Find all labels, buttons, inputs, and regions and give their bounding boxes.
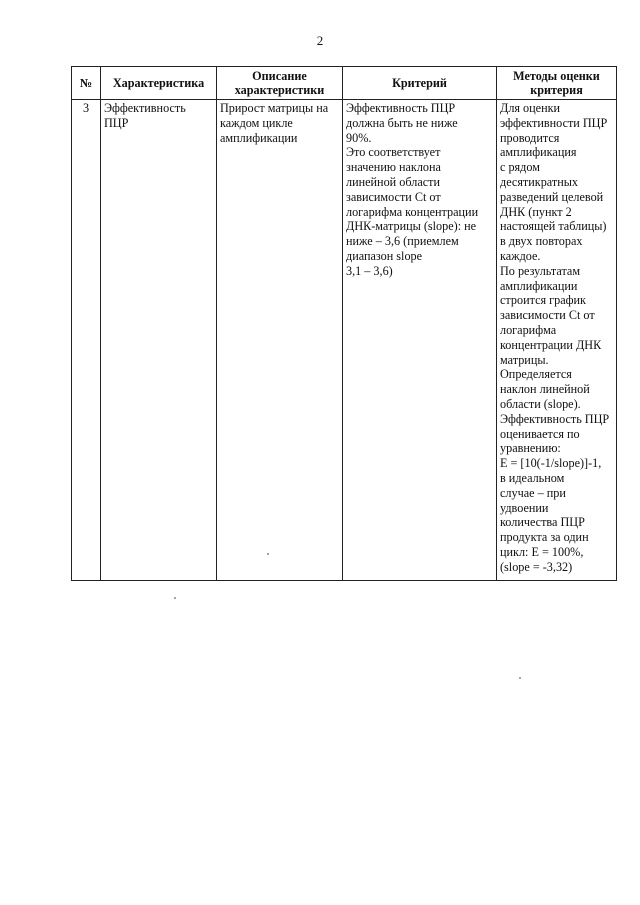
row-num-cell xyxy=(72,100,101,581)
scan-speck xyxy=(174,597,176,599)
page-number: 2 xyxy=(316,33,324,48)
method-paragraph: По результатам амплификации строится график зависимости Ct от логарифма концентрации ДНК матрицы. xyxy=(500,263,602,367)
header-num: № xyxy=(72,67,101,100)
header-characteristic: Характеристика xyxy=(101,67,217,100)
header-criterion: Критерий xyxy=(343,67,497,100)
characteristic-text: Эффективность ПЦР xyxy=(104,101,186,130)
method-paragraph: Эффективность ПЦР оценивается по уравнению: E = [10(-1/slope)]-1, в идеальном случае – при удвоении количества ПЦР продукта за один цикл: E = 100%, (slope = -3,32) xyxy=(500,411,610,574)
specification-table xyxy=(71,66,617,581)
criterion-text: Эффективность ПЦР должна быть не ниже 90%. Это соответствует значению наклона линейной области зависимости Ct от логарифма концентрации ДНК-матрицы (slope): не ниже – 3,6 (приемлем диапазон slope 3,1 – 3,6) xyxy=(346,101,479,278)
method-paragraph: Для оценки эффективности ПЦР проводится амплификация с рядом десятикратных разведений целевой ДНК (пункт 2 настоящей таблицы) в двух повторах каждое. xyxy=(500,101,608,263)
description-text: Прирост матрицы на каждом цикле амплификации xyxy=(220,101,329,145)
header-methods: Методы оценки критерия xyxy=(497,67,617,100)
row-num: 3 xyxy=(82,101,90,115)
scan-speck xyxy=(519,677,521,679)
header-description: Описание характеристики xyxy=(217,67,343,100)
table-row xyxy=(72,100,617,581)
criterion-cell xyxy=(343,100,497,581)
scan-speck xyxy=(267,553,269,555)
methods-cell xyxy=(497,100,617,581)
characteristic-cell xyxy=(101,100,217,581)
table-header-row xyxy=(72,67,617,100)
method-paragraph: Определяется наклон линейной области (slope). xyxy=(500,367,590,411)
description-cell xyxy=(217,100,343,581)
